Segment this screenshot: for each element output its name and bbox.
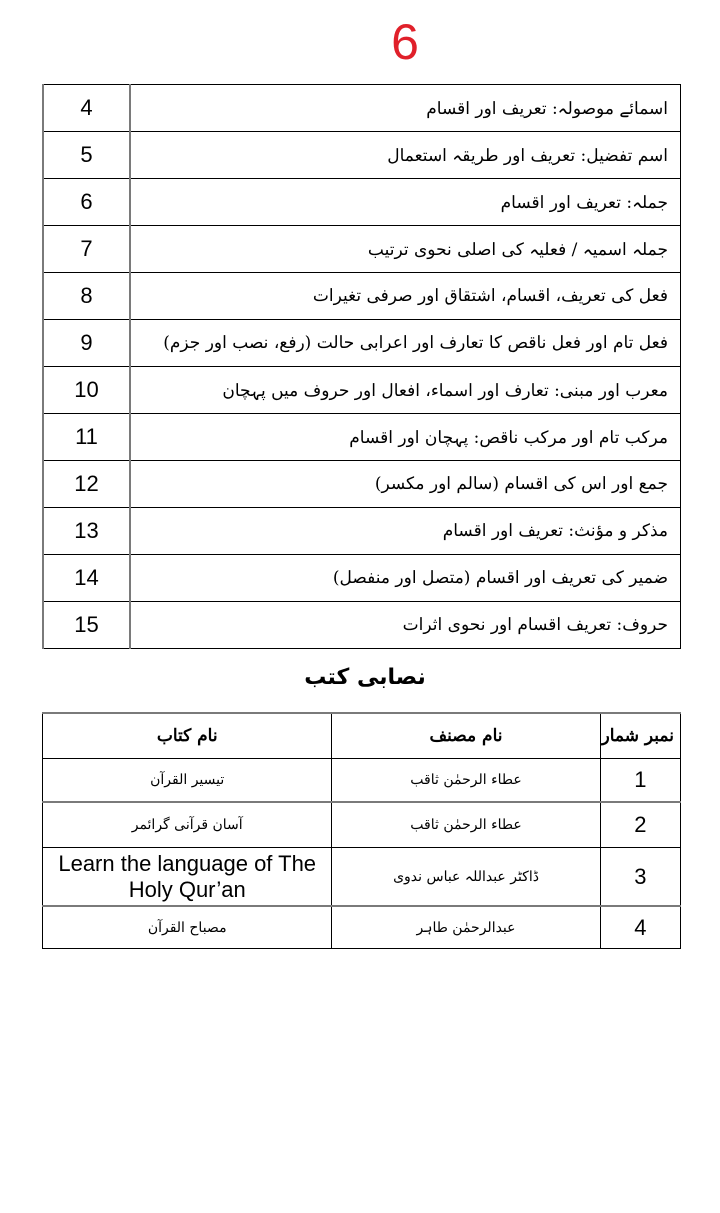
serial-number: 4 <box>600 906 680 949</box>
table-row <box>43 226 681 273</box>
topic-number: 13 <box>43 508 130 555</box>
table-row <box>43 85 681 132</box>
table-row <box>43 367 681 414</box>
table-row <box>43 602 681 649</box>
topic-title: جمع اور اس کی اقسام (سالم اور مکسر) <box>130 461 681 508</box>
topic-number: 5 <box>43 132 130 179</box>
topic-title: حروف: تعریف اقسام اور نحوی اثرات <box>130 602 681 649</box>
topic-number: 7 <box>43 226 130 273</box>
book-name: مصباح القرآن <box>43 906 332 949</box>
author-name: عطاء الرحمٰن ثاقب <box>332 802 600 848</box>
topic-number: 4 <box>43 85 130 132</box>
table-row <box>43 848 681 907</box>
topic-title: اسمائے موصولہ: تعریف اور اقسام <box>130 85 681 132</box>
topic-title: جملہ: تعریف اور اقسام <box>130 179 681 226</box>
author-name: عطاء الرحمٰن ثاقب <box>332 759 600 803</box>
header-book-name: نام کتاب <box>43 713 332 759</box>
book-name: آسان قرآنی گرائمر <box>43 802 332 848</box>
table-row <box>43 802 681 848</box>
table-row <box>43 555 681 602</box>
book-name: تیسیر القرآن <box>43 759 332 803</box>
table-row <box>43 414 681 461</box>
topic-number: 11 <box>43 414 130 461</box>
author-name: عبدالرحمٰن طاہر <box>332 906 600 949</box>
topic-number: 10 <box>43 367 130 414</box>
topic-title: معرب اور مبنی: تعارف اور اسماء، افعال اور حروف میں پہچان <box>130 367 681 414</box>
serial-number: 2 <box>600 802 680 848</box>
table-row <box>43 906 681 949</box>
serial-number: 3 <box>600 848 680 907</box>
table-row <box>43 508 681 555</box>
topic-title: مرکب تام اور مرکب ناقص: پہچان اور اقسام <box>130 414 681 461</box>
topics-table <box>42 84 681 649</box>
table-row <box>43 132 681 179</box>
topic-number: 15 <box>43 602 130 649</box>
table-row <box>43 461 681 508</box>
topic-number: 12 <box>43 461 130 508</box>
header-author-name: نام مصنف <box>332 713 600 759</box>
topic-title: جملہ اسمیہ / فعلیہ کی اصلی نحوی ترتیب <box>130 226 681 273</box>
section-title-syllabus-books: نصابی کتب <box>304 665 426 690</box>
book-name: Learn the language of The Holy Qur’an <box>43 848 332 907</box>
table-row <box>43 759 681 803</box>
topic-title: ضمیر کی تعریف اور اقسام (متصل اور منفصل) <box>130 555 681 602</box>
table-row <box>43 320 681 367</box>
table-header-row <box>43 713 681 759</box>
header-serial-number: نمبر شمار <box>600 713 680 759</box>
books-table <box>42 712 681 949</box>
topic-title: فعل تام اور فعل ناقص کا تعارف اور اعرابی حالت (رفع، نصب اور جزم) <box>130 320 681 367</box>
topic-number: 14 <box>43 555 130 602</box>
table-row <box>43 179 681 226</box>
topic-number: 8 <box>43 273 130 320</box>
table-row <box>43 273 681 320</box>
topic-title: اسم تفضیل: تعریف اور طریقہ استعمال <box>130 132 681 179</box>
page-number: 6 <box>391 14 419 70</box>
serial-number: 1 <box>600 759 680 803</box>
author-name: ڈاکٹر عبداللہ عباس ندوی <box>332 848 600 907</box>
topic-title: فعل کی تعریف، اقسام، اشتقاق اور صرفی تغیرات <box>130 273 681 320</box>
topic-number: 9 <box>43 320 130 367</box>
topic-title: مذکر و مؤنث: تعریف اور اقسام <box>130 508 681 555</box>
topic-number: 6 <box>43 179 130 226</box>
